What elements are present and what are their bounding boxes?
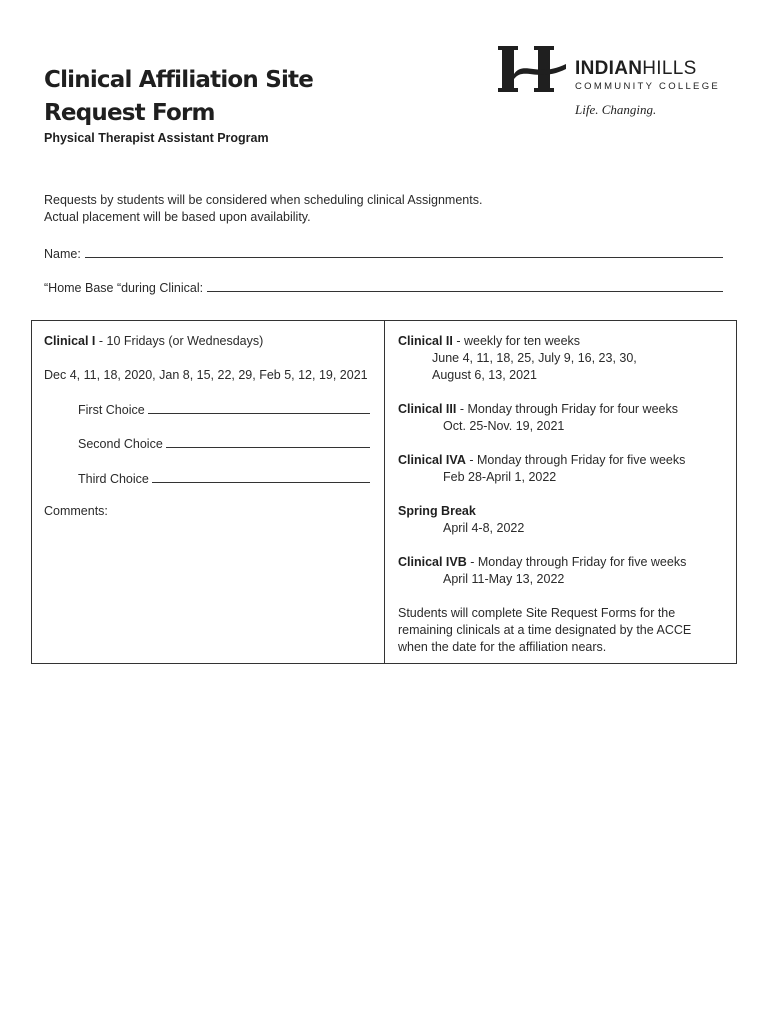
clinical-4b-title: Clinical IVB: [398, 555, 467, 569]
clinical-4b-heading: [398, 554, 686, 571]
schedule-box: [31, 320, 737, 664]
third-choice-label: Third Choice: [78, 472, 149, 486]
home-base-field[interactable]: [44, 277, 723, 295]
spring-break-title: Spring Break: [398, 504, 476, 518]
college-subname: COMMUNITY COLLEGE: [575, 81, 721, 92]
intro-line-2: Actual placement will be based upon availability.: [44, 210, 311, 224]
title-line-1: Clinical Affiliation Site: [44, 67, 314, 93]
name-field[interactable]: [44, 243, 723, 261]
clinical-4a-title: Clinical IVA: [398, 453, 466, 467]
clinical-3-dates: Oct. 25-Nov. 19, 2021: [443, 419, 565, 433]
note-line-1: Students will complete Site Request Forms for the: [398, 606, 676, 620]
third-choice-input-line[interactable]: [152, 470, 370, 483]
second-choice-input-line[interactable]: [166, 435, 370, 448]
intro-line-1: Requests by students will be considered when scheduling clinical Assignments.: [44, 193, 483, 207]
clinical-1-heading: [44, 333, 263, 350]
third-choice-field[interactable]: [78, 469, 370, 486]
clinical-2-dates-2: August 6, 13, 2021: [432, 368, 537, 382]
clinical-4a-heading: [398, 452, 685, 469]
first-choice-input-line[interactable]: [148, 401, 370, 414]
clinical-4b-desc: - Monday through Friday for five weeks: [466, 555, 687, 569]
second-choice-field[interactable]: [78, 434, 370, 451]
note-line-3: when the date for the affiliation nears.: [398, 640, 607, 654]
page-title: [44, 64, 374, 130]
college-name-light: HILLS: [642, 58, 697, 79]
clinical-2-dates-1: June 4, 11, 18, 25, July 9, 16, 23, 30,: [432, 351, 637, 365]
comments-label: Comments:: [44, 504, 108, 518]
home-base-label: “Home Base “during Clinical:: [44, 281, 204, 295]
clinical-3-heading: [398, 401, 678, 418]
name-input-line[interactable]: [85, 243, 723, 258]
clinical-2-desc: - weekly for ten weeks: [452, 334, 581, 348]
column-divider: [384, 321, 385, 663]
clinical-3-desc: - Monday through Friday for four weeks: [456, 402, 678, 416]
home-base-input-line[interactable]: [207, 277, 723, 292]
clinical-4b-dates: April 11-May 13, 2022: [443, 572, 565, 586]
intro-text: [44, 192, 482, 226]
clinical-3-title: Clinical III: [398, 402, 457, 416]
second-choice-label: Second Choice: [78, 437, 163, 451]
clinical-1-desc: - 10 Fridays (or Wednesdays): [95, 334, 264, 348]
clinical-1-title: Clinical I: [44, 334, 96, 348]
first-choice-label: First Choice: [78, 403, 145, 417]
clinical-1-dates: Dec 4, 11, 18, 2020, Jan 8, 15, 22, 29, Feb 5, 12, 19, 2021: [44, 368, 368, 382]
clinical-4a-dates: Feb 28-April 1, 2022: [443, 470, 557, 484]
spring-break-dates: April 4-8, 2022: [443, 521, 525, 535]
name-label: Name:: [44, 247, 81, 261]
college-name-bold: INDIAN: [575, 58, 643, 79]
college-tagline: Life. Changing.: [575, 102, 657, 117]
college-logo: [498, 44, 738, 124]
title-line-2: Request Form: [44, 100, 215, 126]
clinical-2-title: Clinical II: [398, 334, 453, 348]
note-line-2: remaining clinicals at a time designated by the ACCE: [398, 623, 692, 637]
clinical-4a-desc: - Monday through Friday for five weeks: [465, 453, 686, 467]
spring-break-heading: [398, 503, 476, 520]
clinical-2-heading: [398, 333, 580, 350]
college-name: [575, 58, 697, 80]
first-choice-field[interactable]: [78, 400, 370, 417]
page-subtitle: Physical Therapist Assistant Program: [44, 131, 269, 145]
ih-monogram-icon: [498, 44, 568, 94]
